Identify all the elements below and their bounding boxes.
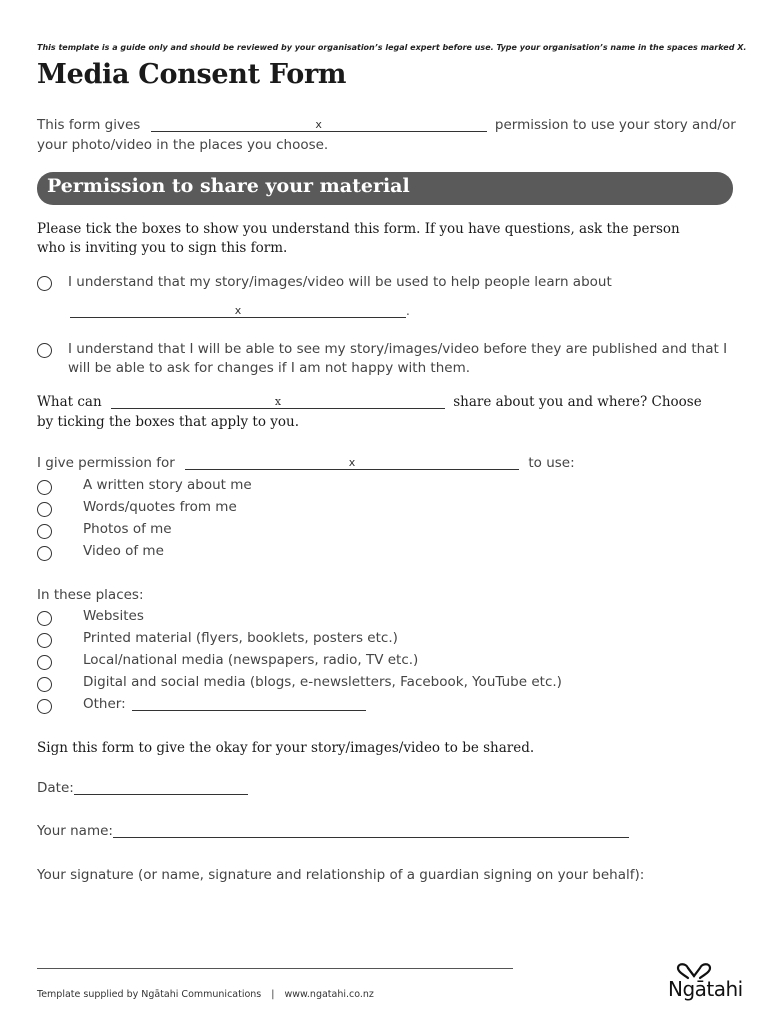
what-can-line-2: by ticking the boxes that apply to you. [37, 414, 300, 430]
ngatahi-logo [666, 962, 742, 1002]
other-place-checkbox[interactable] [37, 699, 52, 714]
what-can-org-field[interactable]: x [111, 394, 445, 409]
instructions-line-1: Please tick the boxes to show you understand this form. If you have questions, ask the person [37, 221, 680, 237]
date-label: Date: [37, 780, 74, 796]
intro-line-2: your photo/video in the places you choose. [37, 137, 329, 153]
written-story-checkbox[interactable] [37, 480, 52, 495]
footer-separator: | [271, 989, 275, 1000]
section-banner-title: Permission to share your material [47, 175, 410, 197]
websites-checkbox[interactable] [37, 611, 52, 626]
footer [37, 989, 374, 1000]
learn-topic-field[interactable]: x [70, 303, 406, 318]
media-option-label: Video of me [83, 543, 164, 559]
date-field[interactable] [74, 780, 248, 795]
what-can-part1: What can [37, 394, 102, 410]
quotes-checkbox[interactable] [37, 502, 52, 517]
media-option-label: Photos of me [83, 521, 172, 537]
section-banner [37, 172, 733, 205]
logo-wordmark: Ngātahi [668, 977, 743, 1001]
date-row [37, 780, 248, 796]
intro-part2: permission to use your story and/or [494, 117, 736, 133]
signature-label: Your signature (or name, signature and relationship of a guardian signing on your behalf): [37, 867, 645, 883]
media-option-label: Words/quotes from me [83, 499, 237, 515]
give-permission-org-field[interactable]: x [185, 455, 519, 470]
other-label: Other: [83, 696, 126, 712]
what-can-part2: share about you and where? Choose [453, 394, 702, 410]
name-label: Your name: [37, 823, 113, 839]
understand-item-2-line-1: I understand that I will be able to see my story/images/video before they are published and that I [68, 341, 728, 357]
name-row [37, 823, 629, 839]
other-place-row [83, 696, 366, 712]
understand-review-checkbox[interactable] [37, 343, 52, 358]
footer-supplied: Template supplied by Ngātahi Communications [37, 989, 262, 1000]
place-option-label: Local/national media (newspapers, radio, TV etc.) [83, 652, 419, 668]
places-heading: In these places: [37, 587, 144, 603]
what-can-line-1 [37, 394, 702, 410]
other-place-field[interactable] [132, 696, 366, 711]
media-option-label: A written story about me [83, 477, 252, 493]
understand-item-1-text: I understand that my story/images/video will be used to help people learn about [68, 274, 612, 290]
name-field[interactable] [113, 823, 629, 838]
video-checkbox[interactable] [37, 546, 52, 561]
printed-material-checkbox[interactable] [37, 633, 52, 648]
place-option-label: Digital and social media (blogs, e-newsletters, Facebook, YouTube etc.) [83, 674, 562, 690]
understand-item-1-blank-row: x . [70, 300, 410, 319]
page-title: Media Consent Form [37, 59, 347, 90]
understand-item-2-line-2: will be able to ask for changes if I am not happy with them. [68, 360, 471, 376]
place-option-label: Websites [83, 608, 144, 624]
photos-checkbox[interactable] [37, 524, 52, 539]
organisation-name-field[interactable]: x [151, 117, 487, 132]
signature-field[interactable] [37, 968, 513, 969]
sign-heading: Sign this form to give the okay for your story/images/video to be shared. [37, 740, 535, 756]
give-permission-part1: I give permission for [37, 455, 175, 471]
place-option-label: Printed material (flyers, booklets, posters etc.) [83, 630, 398, 646]
intro-line-1 [37, 117, 736, 133]
disclaimer: This template is a guide only and should be reviewed by your organisation’s legal expert before use. Type your organisation’s name in the spaces marked X. [37, 43, 747, 52]
footer-url[interactable]: www.ngatahi.co.nz [284, 989, 374, 1000]
instructions-line-2: who is inviting you to sign this form. [37, 240, 288, 256]
intro-part1: This form gives [37, 117, 141, 133]
media-outlets-checkbox[interactable] [37, 655, 52, 670]
digital-social-checkbox[interactable] [37, 677, 52, 692]
understand-learn-checkbox[interactable] [37, 276, 52, 291]
give-permission-line [37, 455, 575, 471]
give-permission-part2: to use: [528, 455, 575, 471]
